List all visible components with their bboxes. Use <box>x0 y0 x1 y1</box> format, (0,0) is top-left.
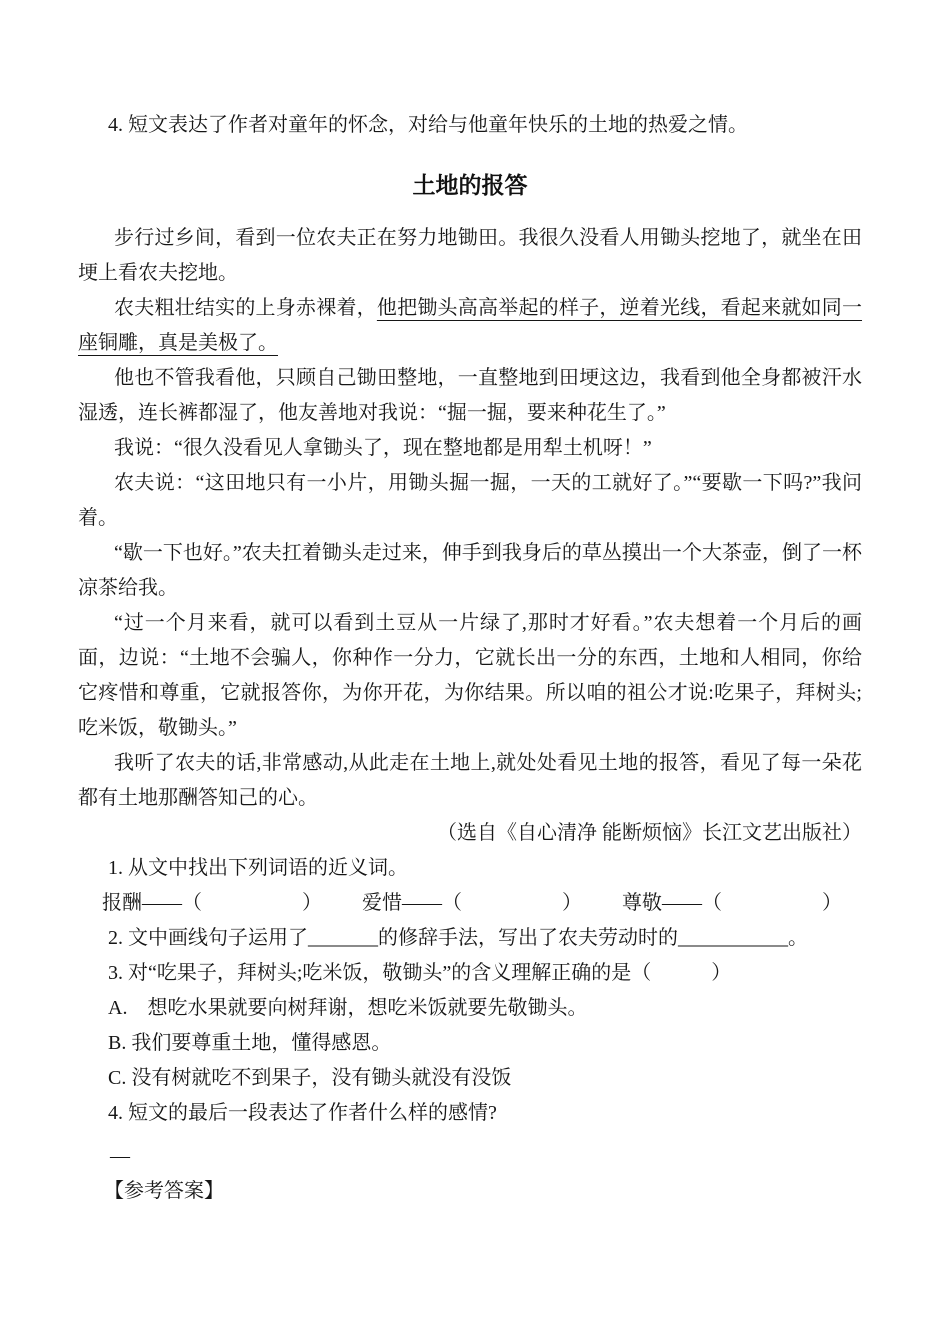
question-1-answer-blanks <box>78 886 862 921</box>
passage-paragraph-8: 我听了农夫的话,非常感动,从此走在土地上,就处处看见土地的报答，看见了每一朵花都有土地那酬答知己的心。 <box>78 752 862 809</box>
question-3: 3. 对“吃果子，拜树头;吃米饭，敬锄头”的含义理解正确的是（ ） <box>108 962 732 984</box>
passage-paragraph-1: 步行过乡间，看到一位农夫正在努力地锄田。我很久没看人用锄头挖地了，就坐在田埂上看农夫挖地。 <box>78 227 862 284</box>
passage-paragraph-3: 他也不管我看他，只顾自己锄田整地，一直整地到田埂这边，我看到他全身都被汗水湿透，连长裤都湿了，他友善地对我说：“掘一掘，要来种花生了。” <box>78 367 862 424</box>
passage-paragraph-2 <box>78 291 862 361</box>
question-4: 4. 短文的最后一段表达了作者什么样的感情? <box>108 1102 497 1124</box>
reading-passage <box>78 221 862 816</box>
passage-paragraph-4: 我说：“很久没看见人拿锄头了，现在整地都是用犁土机呀！” <box>114 437 652 459</box>
synonym-blank-baochou: 报酬——（ ） <box>102 892 322 914</box>
synonym-blank-zunjing: 尊敬——（ ） <box>622 892 842 914</box>
question-3-option-b: B. 我们要尊重土地，懂得感恩。 <box>108 1032 392 1054</box>
question-3-option-a: A. 想吃水果就要向树拜谢，想吃米饭就要先敬锄头。 <box>108 997 588 1019</box>
answer-dash-placeholder: — <box>110 1145 130 1167</box>
question-1: 1. 从文中找出下列词语的近义词。 <box>108 857 408 879</box>
passage-source-citation: （选自《自心清净 能断烦恼》长江文艺出版社） <box>437 822 862 844</box>
paragraph-2-plain-text: 农夫粗壮结实的上身赤裸着， <box>114 297 377 319</box>
reference-answers-header: 【参考答案】 <box>104 1180 224 1202</box>
question-3-option-c: C. 没有树就吃不到果子，没有锄头就没有没饭 <box>108 1067 512 1089</box>
synonym-blank-aixi: 爱惜——（ ） <box>362 892 582 914</box>
passage-paragraph-5: 农夫说：“这田地只有一小片，用锄头掘一掘，一天的工就好了。”“要歇一下吗?”我问着。 <box>78 472 862 529</box>
question-section <box>78 851 862 1209</box>
passage-paragraph-6: “歇一下也好。”农夫扛着锄头走过来，伸手到我身后的草丛摸出一个大茶壶，倒了一杯凉茶给我。 <box>78 542 862 599</box>
passage-title: 土地的报答 <box>412 172 528 198</box>
previous-question-answer: 4. 短文表达了作者对童年的怀念，对给与他童年快乐的土地的热爱之情。 <box>108 114 748 136</box>
question-2: 2. 文中画线句子运用了_______的修辞手法，写出了农夫劳动时的___________。 <box>108 927 808 949</box>
paragraph-2-underlined-sentence: 他把锄头高高举起的样子，逆着光线，看起来就如同一座铜雕，真是美极了。 <box>78 297 863 354</box>
passage-paragraph-7: “过一个月来看，就可以看到土豆从一片绿了,那时才好看。”农夫想着一个月后的画面，边说：“土地不会骗人，你种作一分力，它就长出一分的东西，土地和人相同，你给它疼惜和尊重，它就报答你，为你开花，为你结果。所以咱的祖公才说:吃果子，拜树头;吃米饭，敬锄头。” <box>78 612 862 739</box>
